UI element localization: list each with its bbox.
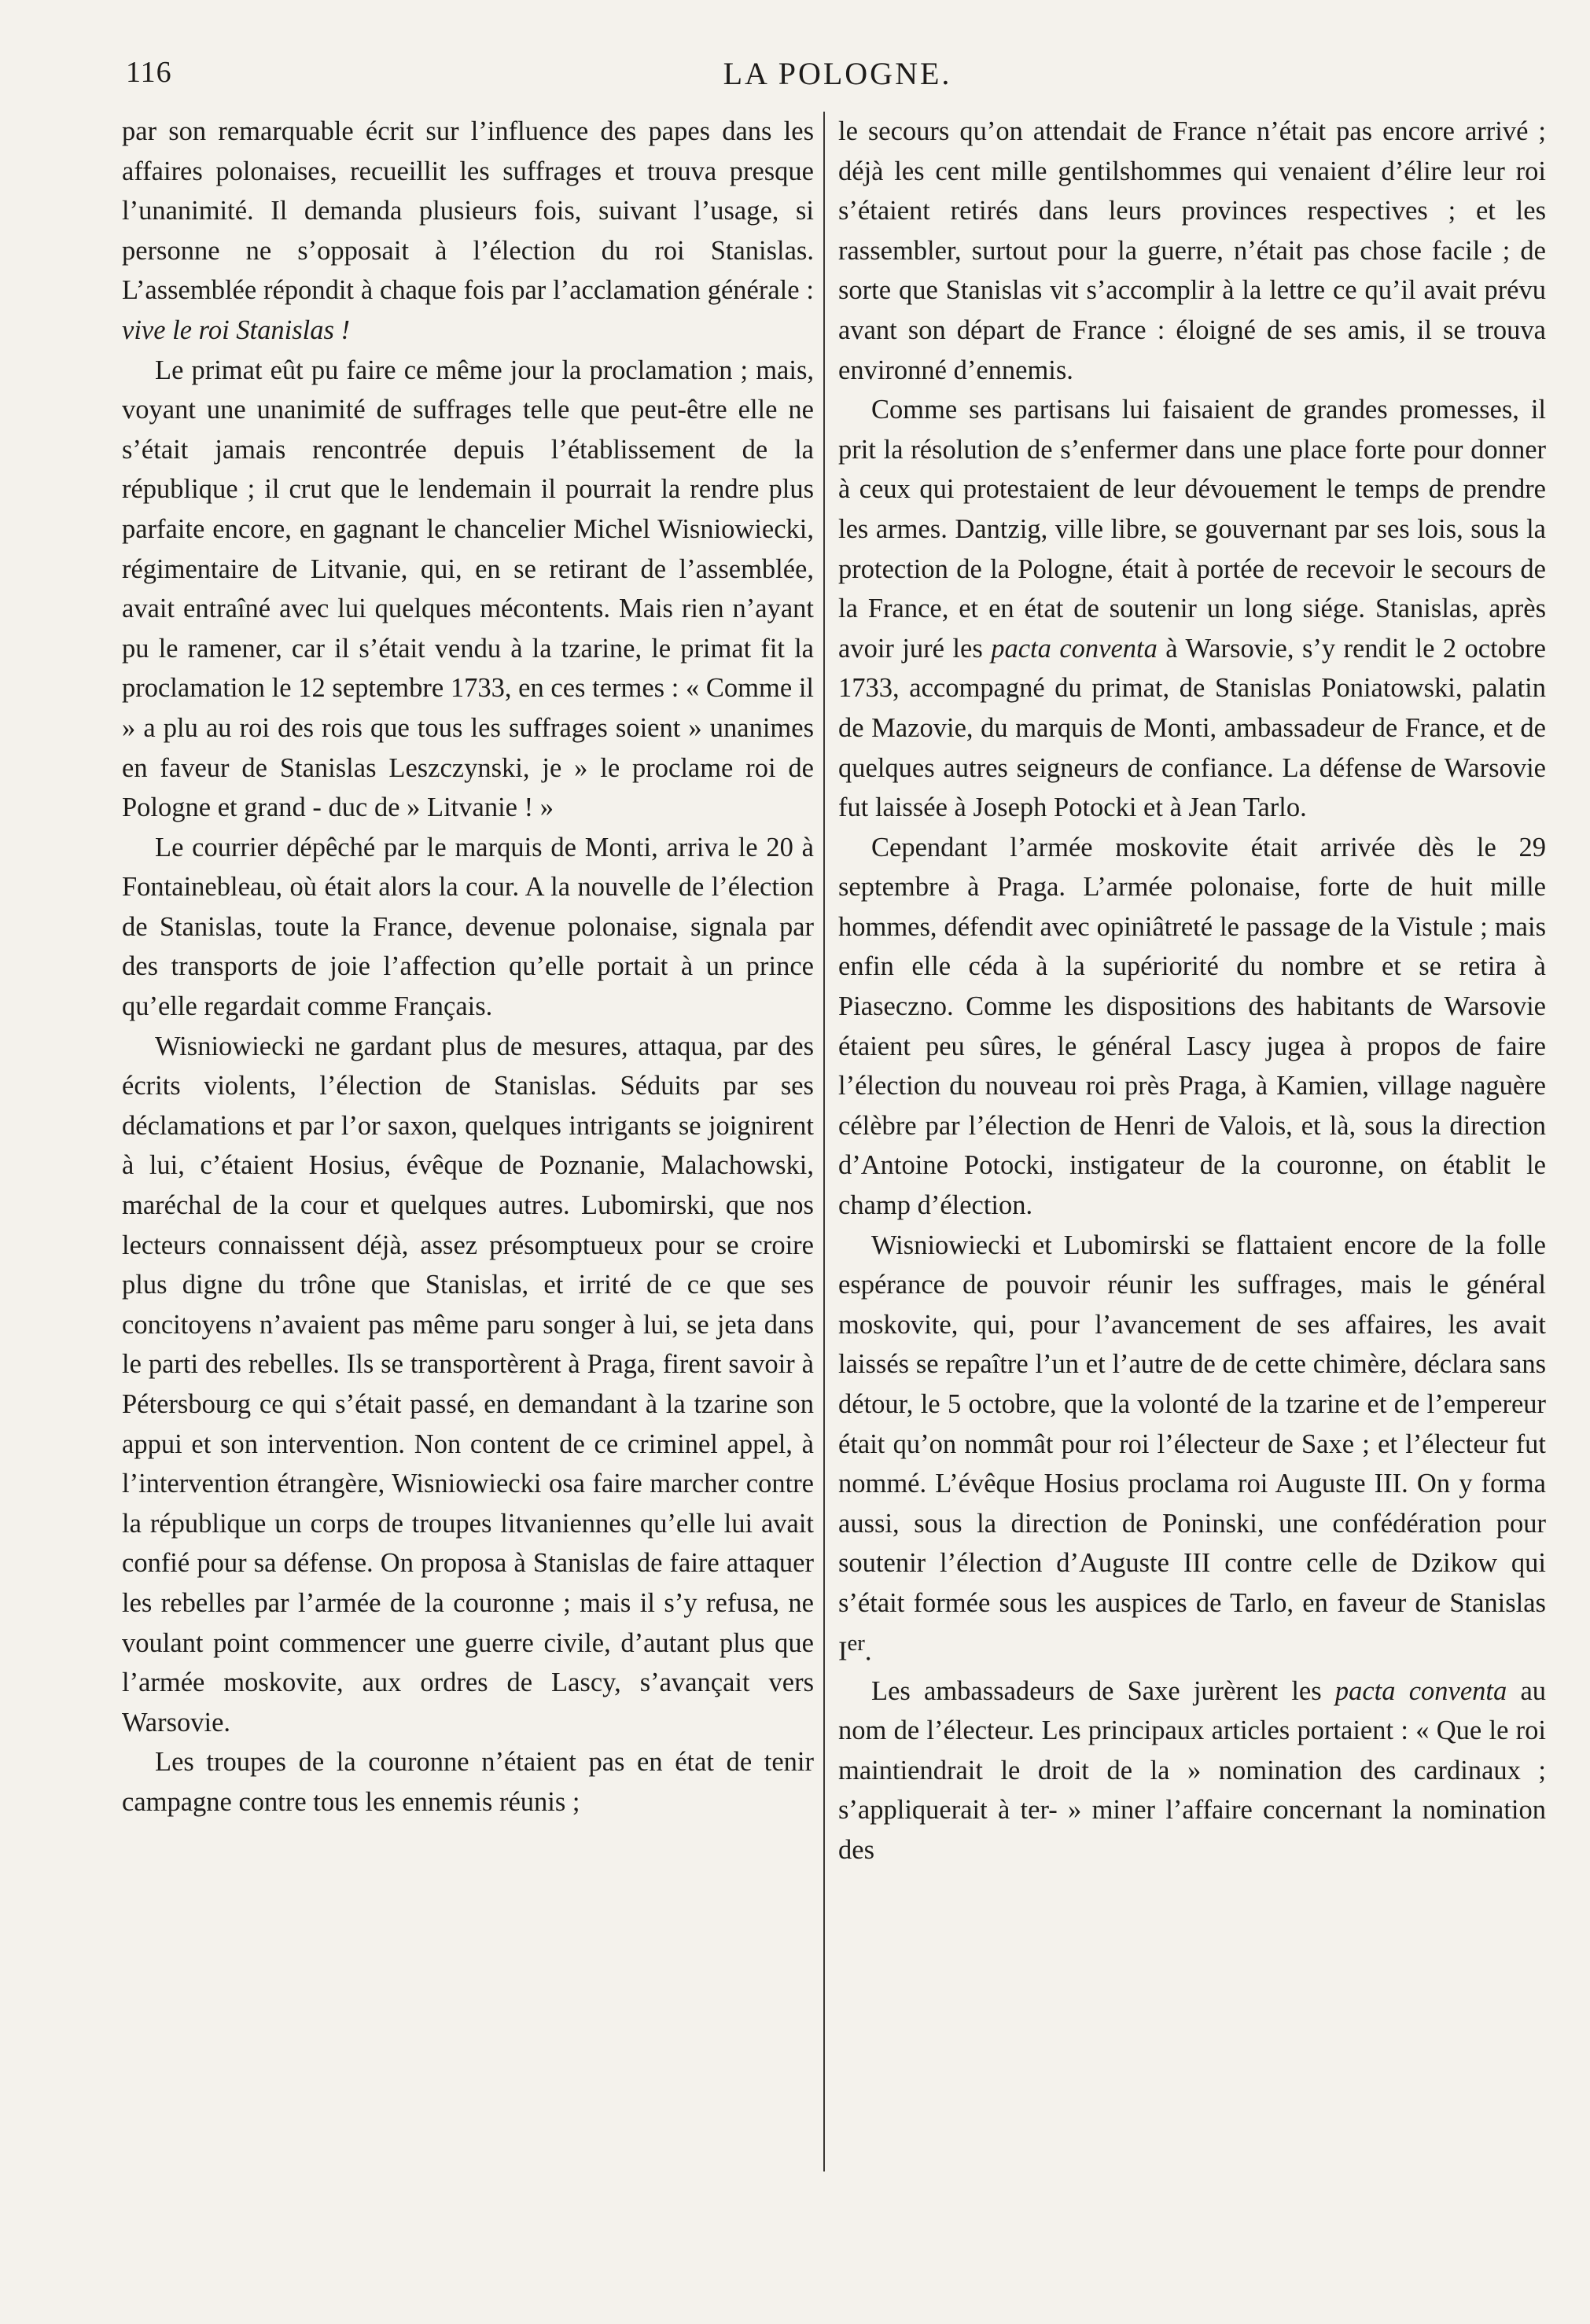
right-column (838, 112, 1546, 1870)
italic-text: vive le roi Stanislas ! (122, 314, 350, 345)
paragraph: Wisniowiecki ne gardant plus de mesures, attaqua, par des écrits violents, l’élection de Stanislas. Séduits par ses déclamations et par l’or saxon, quelques intrigants se joignirent à lui, c’étaient Hosius, évêque de Poznanie, Malachowski, maréchal de la cour et quelques autres. Lubomirski, que nos lecteurs connaissent déjà, assez présomptueux pour se croire plus digne du trône que Stanislas, et irrité de ce que ses concitoyens n’avaient pas même paru songer à lui, se jeta dans le parti des rebelles. Ils se transportèrent à Praga, firent savoir à Pétersbourg ce qui s’était passé, en demandant à la tzarine son appui et son intervention. Non content de ce criminel appel, à l’intervention étrangère, Wisniowiecki osa faire marcher contre la république un corps de troupes litvaniennes qu’elle lui avait confié pour sa défense. On proposa à Stanislas de faire attaquer les rebelles par l’armée de la couronne ; mais il s’y refusa, ne voulant point commencer une guerre civile, d’autant plus que l’armée moskovite, aux ordres de Lascy, s’avançait vers Warsovie. (122, 1031, 814, 1737)
italic-text: pacta conventa (1334, 1675, 1507, 1706)
column-divider (823, 112, 825, 2171)
italic-text: pacta conventa (991, 633, 1158, 664)
left-column (122, 112, 814, 1822)
page-header (126, 55, 1549, 102)
paragraph: Cependant l’armée moskovite était arrivée dès le 29 septembre à Praga. L’armée polonaise, forte de huit mille hommes, défendit avec opiniâtreté le passage de la Vistule ; mais enfin elle céda à la supériorité du nombre et se retira à Piaseczno. Comme les dispositions des habitants de Warsovie étaient peu sûres, le général Lascy jugea à propos de faire l’élection du nouveau roi près Praga, à Kamien, village naguère célèbre par l’élection de Henri de Valois, et là, sous la direction d’Antoine Potocki, instigateur de la couronne, on établit le champ d’élection. (838, 832, 1546, 1221)
paragraph: Wisniowiecki et Lubomirski se flattaient encore de la folle espérance de pouvoir réunir les suffrages, mais le général moskovite, qui, pour l’avancement de ses affaires, les avait laissés se repaître l’un et l’autre de de cette chimère, déclara sans détour, le 5 octobre, que la volonté de la tzarine et de l’empereur était qu’on nommât pour roi l’électeur de Saxe ; et l’électeur fut nommé. L’évêque Hosius proclama roi Auguste III. On y forma aussi, sous la direction de Poninski, une confédération pour soutenir l’élection d’Auguste III contre celle de Dzikow qui s’était formée sous les auspices de Tarlo, en faveur de Stanislas Ier. (838, 1230, 1546, 1667)
paragraph: Les troupes de la couronne n’étaient pas en état de tenir campagne contre tous les ennemis réunis ; (122, 1747, 814, 1817)
paragraph: Comme ses partisans lui faisaient de grandes promesses, il prit la résolution de s’enfermer dans une place forte pour donner à ceux qui protestaient de leur dévouement le temps de prendre les armes. Dantzig, ville libre, se gouvernant par ses lois, sous la protection de la Pologne, était à portée de recevoir le secours de la France, et en état de soutenir un long siége. Stanislas, après avoir juré les pacta conventa à Warsovie, s’y rendit le 2 octobre 1733, accompagné du primat, de Stanislas Poniatowski, palatin de Mazovie, du marquis de Monti, ambassadeur de France, et de quelques autres seigneurs de confiance. La défense de Warsovie fut laissée à Joseph Potocki et à Jean Tarlo. (838, 395, 1546, 823)
paragraph: Les ambassadeurs de Saxe jurèrent les pacta conventa au nom de l’électeur. Les principaux articles portaient : « Que le roi maintiendrait le droit de la » nomination des cardinaux ; s’appliquerait à ter- » miner l’affaire concernant la nomination des (838, 1675, 1547, 1866)
paragraph: Le courrier dépêché par le marquis de Monti, arriva le 20 à Fontainebleau, où était alors la cour. A la nouvelle de l’élection de Stanislas, toute la France, devenue polonaise, signala par des transports de joie l’affection qu’elle portait à un prince qu’elle regardait comme Français. (122, 832, 814, 1022)
page-number: 116 (126, 56, 172, 89)
paragraph: Le primat eût pu faire ce même jour la proclamation ; mais, voyant une unanimité de suffrages telle que peut-être elle ne s’était jamais rencontrée depuis l’établissement de la république ; il crut que le lendemain il pourrait la rendre plus parfaite encore, en gagnant le chancelier Michel Wisniowiecki, régimentaire de Litvanie, qui, en se retirant de l’assemblée, avait entraîné avec lui quelques mécontents. Mais rien n’ayant pu le ramener, car il s’était vendu à la tzarine, le primat fit la proclamation le 12 septembre 1733, en ces termes : « Comme il » a plu au roi des rois que tous les suffrages soient » unanimes en faveur de Stanislas Leszczynski, je » le proclame roi de Pologne et grand - duc de » Litvanie ! » (122, 355, 814, 823)
paragraph: par son remarquable écrit sur l’influence des papes dans les affaires polonaises, recueillit les suffrages et trouva presque l’unanimité. Il demanda plusieurs fois, suivant l’usage, si personne ne s’opposait à l’élection du roi Stanislas. L’assemblée répondit à chaque fois par l’acclamation générale : vive le roi Stanislas ! (122, 116, 814, 345)
paragraph: le secours qu’on attendait de France n’était pas encore arrivé ; déjà les cent mille gentilshommes qui venaient d’élire leur roi s’étaient retirés dans leurs provinces respectives ; et les rassembler, surtout pour la guerre, n’était pas chose facile ; de sorte que Stanislas vit s’accomplir à la lettre ce qu’il avait prévu avant son départ de France : éloigné de ses amis, il se trouva environné d’ennemis. (838, 116, 1546, 385)
superscript: er (847, 1630, 865, 1656)
running-title: LA POLOGNE. (723, 56, 952, 91)
